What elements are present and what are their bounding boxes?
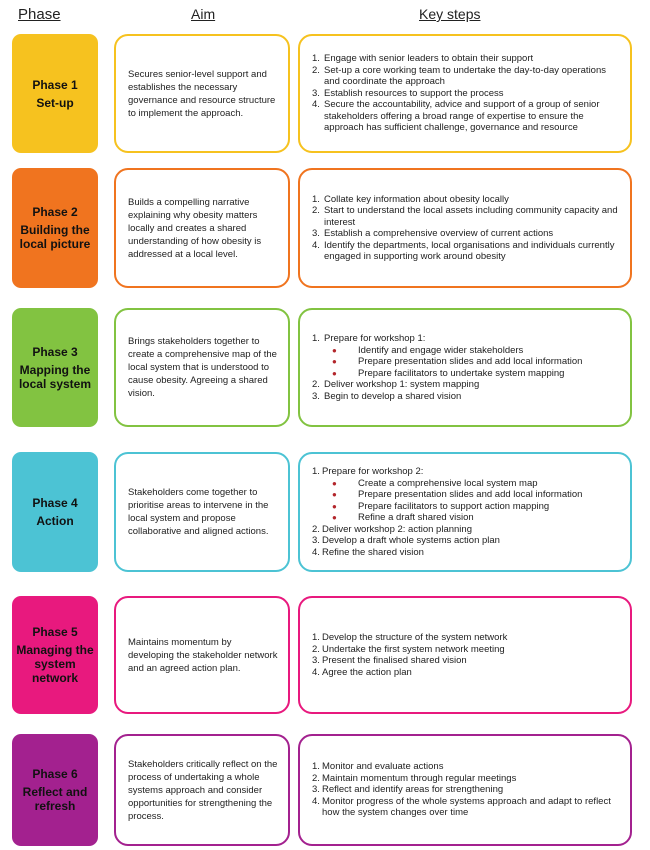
key-step <box>312 784 620 796</box>
step-text: Establish resources to support the process <box>324 87 504 99</box>
key-step <box>312 379 620 391</box>
phase-number: Phase 4 <box>32 496 78 510</box>
key-step <box>312 88 620 100</box>
key-step <box>312 644 620 656</box>
sub-step <box>312 489 620 501</box>
key-steps-list <box>312 466 620 558</box>
step-text: Reflect and identify areas for strengthening <box>322 784 504 796</box>
step-number: 4. <box>312 795 320 807</box>
header-key-steps: Key steps <box>419 6 481 22</box>
key-steps-box-action <box>298 452 632 572</box>
key-step <box>312 65 620 88</box>
step-number: 3. <box>312 228 320 239</box>
aim-box-mapping-local-system <box>114 308 290 427</box>
step-text: Monitor and evaluate actions <box>322 761 444 773</box>
phase-name: Mapping the local system <box>18 362 92 391</box>
phase-box-reflect-refresh <box>12 734 98 846</box>
phase-number: Phase 2 <box>32 205 78 219</box>
step-number: 2. <box>312 205 320 216</box>
step-number: 3. <box>312 390 320 402</box>
sub-steps-list <box>312 345 620 380</box>
sub-step-text: Refine a draft shared vision <box>358 512 474 523</box>
sub-step-text: Prepare facilitators to undertake system mapping <box>358 367 565 379</box>
aim-text: Builds a compelling narrative explaining why obesity matters locally and creates a shared understanding of how obesity is addressed at a local level. <box>128 196 262 260</box>
sub-step-text: Prepare presentation slides and add local information <box>358 356 583 367</box>
key-steps-list <box>312 53 620 134</box>
sub-step <box>312 368 620 380</box>
aim-text: Stakeholders come together to prioritise areas to intervene in the local system and propose collaborative and aligned actions. <box>128 487 269 537</box>
key-steps-list <box>312 194 620 263</box>
key-step <box>312 391 620 403</box>
key-step <box>312 333 620 379</box>
step-number: 3. <box>312 535 320 546</box>
step-text: Prepare for workshop 1: <box>324 333 426 344</box>
step-text: Develop a draft whole systems action plan <box>322 535 500 546</box>
phase-box-setup <box>12 34 98 153</box>
step-number: 2. <box>312 523 320 535</box>
key-step <box>312 667 620 679</box>
phase-name: Action <box>36 514 74 528</box>
key-step <box>312 773 620 785</box>
step-number: 3. <box>312 87 320 99</box>
sub-step <box>312 345 620 357</box>
key-step <box>312 761 620 773</box>
aim-box-reflect-refresh <box>114 734 290 846</box>
aim-box-managing-system-network <box>114 596 290 714</box>
phase-number: Phase 6 <box>32 767 78 781</box>
step-text: Deliver workshop 1: system mapping <box>324 379 480 390</box>
key-step <box>312 632 620 644</box>
bullet-icon: ● <box>332 501 337 511</box>
phase-name: Building the local picture <box>19 223 91 251</box>
aim-text: Maintains momentum by developing the stakeholder network and an agreed action plan. <box>128 636 278 674</box>
step-number: 1. <box>312 761 320 773</box>
key-step <box>312 796 620 819</box>
step-number: 4. <box>312 666 320 678</box>
aim-text: Brings stakeholders together to create a comprehensive map of the local system that is understood to cause obesity. Agreeing a shared vision. <box>128 336 277 399</box>
step-number: 2. <box>312 643 320 655</box>
step-text: Establish a comprehensive overview of current actions <box>324 228 554 239</box>
step-number: 3. <box>312 784 320 796</box>
sub-step <box>312 501 620 513</box>
key-step <box>312 524 620 536</box>
phase-box-mapping-local-system <box>12 308 98 427</box>
phase-name: Reflect and refresh <box>22 785 88 813</box>
sub-step-text: Identify and engage wider stakeholders <box>358 344 524 356</box>
key-step <box>312 228 620 240</box>
step-number: 1. <box>312 193 320 205</box>
key-step <box>312 240 620 263</box>
key-steps-box-managing-system-network <box>298 596 632 714</box>
phase-number: Phase 5 <box>32 625 78 639</box>
key-step <box>312 535 620 547</box>
key-step <box>312 205 620 228</box>
bullet-icon: ● <box>332 357 337 366</box>
aim-text: Secures senior-level support and establishes the necessary governance and resource structure to implement the approach. <box>128 68 276 119</box>
bullet-icon: ● <box>332 513 337 522</box>
step-number: 4. <box>312 239 320 251</box>
key-step <box>312 53 620 65</box>
step-text: Deliver workshop 2: action planning <box>322 523 472 535</box>
phase-number: Phase 3 <box>32 344 78 359</box>
key-steps-box-mapping-local-system <box>298 308 632 427</box>
step-text: Engage with senior leaders to obtain their support <box>324 53 534 65</box>
aim-box-action <box>114 452 290 572</box>
phase-name: Managing the system network <box>16 643 94 685</box>
step-number: 3. <box>312 655 320 666</box>
key-step <box>312 547 620 559</box>
step-number: 1. <box>312 632 320 643</box>
step-number: 1. <box>312 466 320 477</box>
key-step <box>312 99 620 134</box>
step-text: Develop the structure of the system network <box>322 632 508 643</box>
key-step <box>312 655 620 667</box>
key-step <box>312 466 620 524</box>
step-text: Monitor progress of the whole systems approach and adapt to reflect how the system changes over time <box>322 795 611 819</box>
key-steps-box-building-local-picture <box>298 168 632 288</box>
sub-step <box>312 478 620 490</box>
step-text: Undertake the first system network meeting <box>322 643 505 655</box>
sub-step <box>312 512 620 524</box>
sub-step-text: Prepare facilitators to support action mapping <box>358 500 550 512</box>
step-text: Agree the action plan <box>322 666 412 678</box>
aim-box-building-local-picture <box>114 168 290 288</box>
key-steps-list <box>312 761 620 819</box>
step-number: 2. <box>312 772 320 784</box>
sub-step-text: Create a comprehensive local system map <box>358 477 538 489</box>
step-number: 2. <box>312 64 320 76</box>
key-steps-list <box>312 632 620 678</box>
step-text: Maintain momentum through regular meetings <box>322 772 517 784</box>
key-steps-box-setup <box>298 34 632 153</box>
step-text: Begin to develop a shared vision <box>324 390 462 402</box>
bullet-icon: ● <box>332 368 337 378</box>
key-step <box>312 194 620 206</box>
step-text: Refine the shared vision <box>322 546 424 558</box>
step-text: Present the finalised shared vision <box>322 655 467 666</box>
step-text: Prepare for workshop 2: <box>322 466 424 477</box>
step-number: 4. <box>312 546 320 558</box>
step-number: 1. <box>312 333 320 344</box>
step-text: Set-up a core working team to undertake the day-to-day operations and coordinate the approach <box>324 64 606 88</box>
aim-text: Stakeholders critically reflect on the process of undertaking a whole systems approach and consider opportunities for strengthening the process. <box>128 758 278 822</box>
bullet-icon: ● <box>332 490 337 499</box>
step-number: 2. <box>312 379 320 390</box>
step-text: Start to understand the local assets including community capacity and interest <box>324 205 618 228</box>
phase-box-managing-system-network <box>12 596 98 714</box>
phase-box-action <box>12 452 98 572</box>
key-steps-list <box>312 333 620 402</box>
sub-steps-list <box>312 478 620 524</box>
step-text: Collate key information about obesity locally <box>324 193 509 205</box>
step-text: Identify the departments, local organisations and individuals currently engaged in supporting work around obesity <box>324 239 615 262</box>
phase-number: Phase 1 <box>32 77 78 92</box>
sub-step-text: Prepare presentation slides and add local information <box>358 489 583 500</box>
bullet-icon: ● <box>332 345 337 355</box>
step-number: 4. <box>312 99 320 111</box>
phase-box-building-local-picture <box>12 168 98 288</box>
header-aim: Aim <box>191 6 216 22</box>
header-phase: Phase <box>18 6 61 23</box>
sub-step <box>312 356 620 368</box>
aim-box-setup <box>114 34 290 153</box>
phase-name: Set-up <box>36 95 74 110</box>
key-steps-box-reflect-refresh <box>298 734 632 846</box>
step-number: 1. <box>312 53 320 65</box>
bullet-icon: ● <box>332 478 337 488</box>
step-text: Secure the accountability, advice and support of a group of senior stakeholders offering a broad range of expertise to ensure the approach has sufficient challenge, governance and resource <box>324 99 600 134</box>
